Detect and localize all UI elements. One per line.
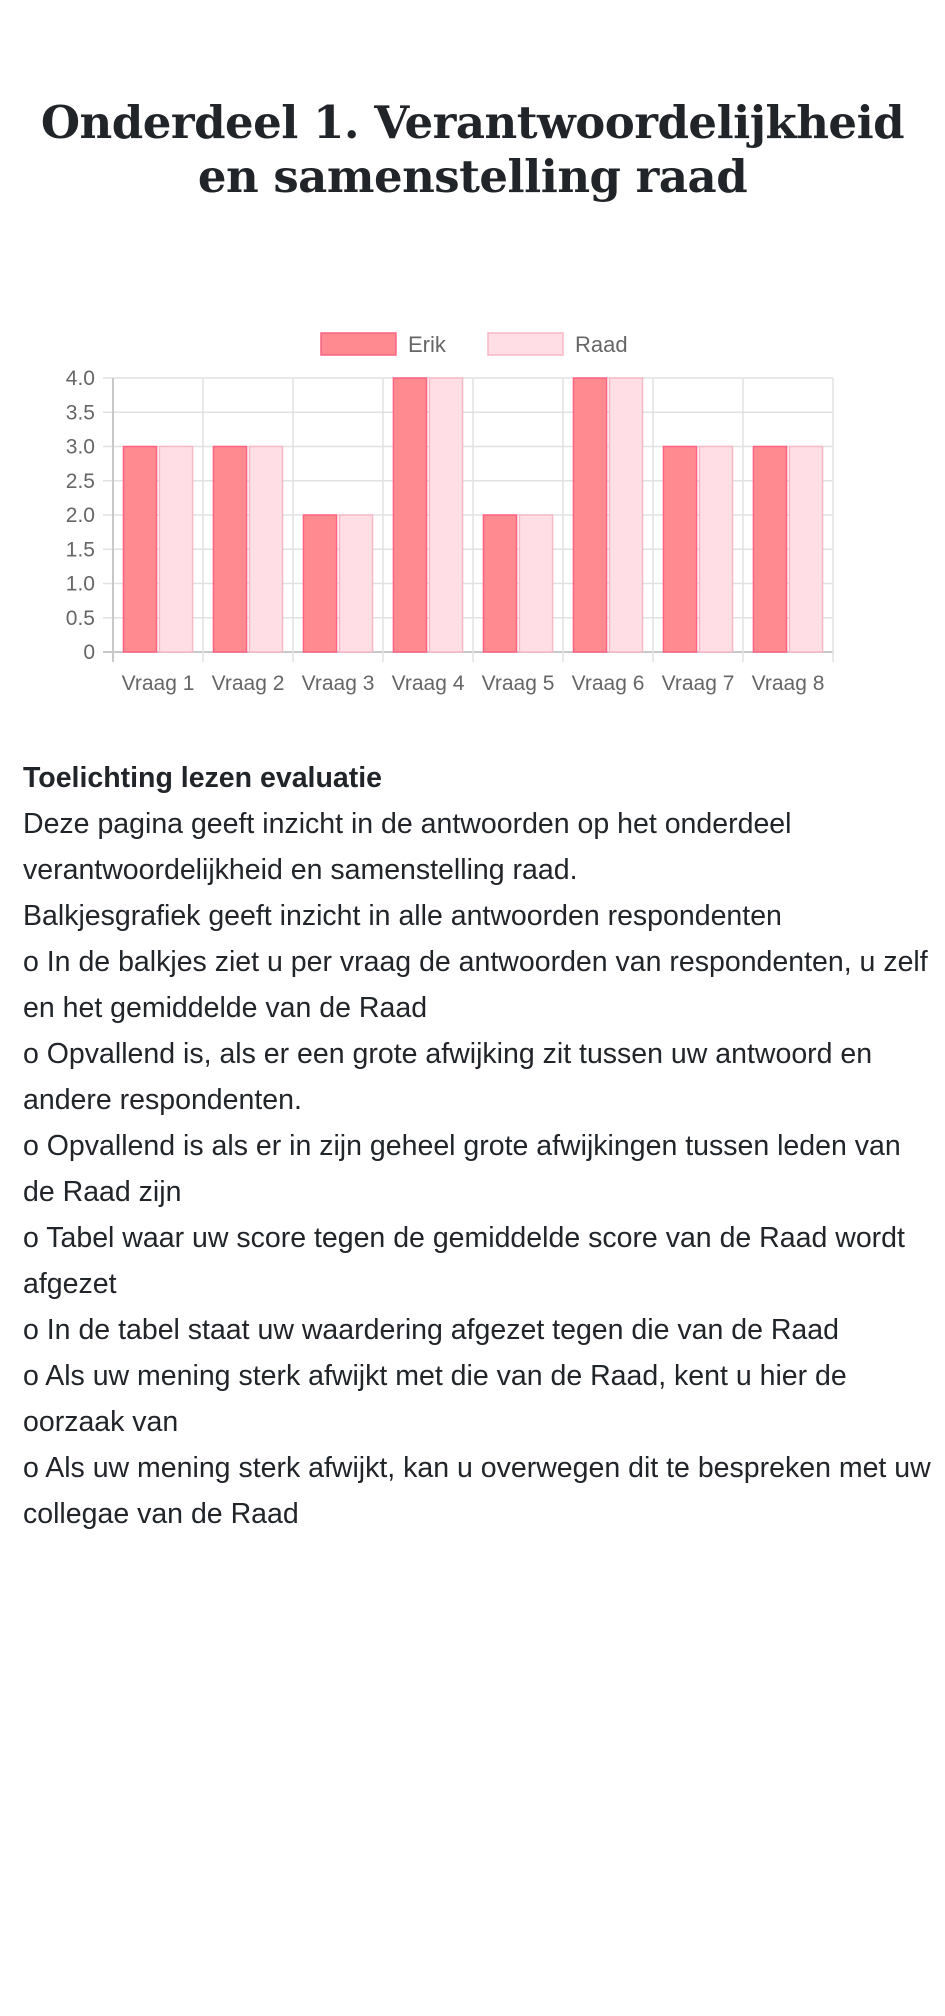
explanation-line: o Als uw mening sterk afwijkt met die van de Raad, kent u hier de oorzaak van (23, 1360, 847, 1438)
bar-raad (429, 378, 462, 652)
y-tick-label: 2.5 (65, 469, 95, 493)
bar-erik (393, 378, 426, 652)
y-tick-label: 0.5 (65, 606, 95, 630)
legend-label-raad: Raad (575, 332, 628, 357)
bar-raad (699, 447, 732, 653)
bar-erik (573, 378, 606, 652)
explanation-line: o In de balkjes ziet u per vraag de antwoorden van respondenten, u zelf en het gemiddelde van de Raad (23, 946, 928, 1024)
explanation-heading: Toelichting lezen evaluatie (23, 762, 382, 794)
explanation-line: Balkjesgrafiek geeft inzicht in alle antwoorden respondenten (23, 900, 782, 932)
bar-erik (483, 515, 516, 652)
bar-erik (303, 515, 336, 652)
page-title: Onderdeel 1. Verantwoordelijkheid en samenstelling raad (40, 96, 905, 203)
legend-label-erik: Erik (408, 332, 446, 357)
y-tick-label: 4.0 (65, 367, 95, 390)
bar-chart (40, 320, 860, 710)
bar-erik (213, 447, 246, 653)
explanation-line: o Tabel waar uw score tegen de gemiddelde score van de Raad wordt afgezet (23, 1222, 905, 1300)
explanation-line: o In de tabel staat uw waardering afgezet tegen die van de Raad (23, 1314, 839, 1346)
bar-erik (663, 447, 696, 653)
bar-chart-svg (40, 320, 860, 710)
bar-erik (123, 447, 156, 653)
bar-raad (159, 447, 192, 653)
x-tick-label: Vraag 5 (481, 672, 555, 695)
explanation-line: o Opvallend is als er in zijn geheel grote afwijkingen tussen leden van de Raad zijn (23, 1130, 901, 1208)
x-tick-label: Vraag 8 (751, 672, 825, 695)
y-tick-label: 1.0 (65, 572, 95, 596)
x-tick-label: Vraag 7 (661, 672, 735, 695)
bar-raad (339, 515, 372, 652)
x-tick-label: Vraag 4 (391, 672, 465, 695)
bar-raad (789, 447, 822, 653)
y-tick-label: 3.5 (65, 401, 95, 425)
bar-raad (519, 515, 552, 652)
explanation-line: Deze pagina geeft inzicht in de antwoorden op het onderdeel verantwoordelijkheid en samenstelling raad. (23, 808, 792, 886)
y-tick-label: 3.0 (65, 435, 95, 459)
legend-swatch-erik (321, 333, 396, 355)
explanation-line: o Opvallend is, als er een grote afwijking zit tussen uw antwoord en andere respondenten. (23, 1038, 873, 1116)
x-tick-label: Vraag 6 (571, 672, 645, 695)
x-tick-label: Vraag 2 (211, 672, 285, 695)
bar-raad (609, 378, 642, 652)
explanation-line: o Als uw mening sterk afwijkt, kan u overwegen dit te bespreken met uw collegae van de Raad (23, 1452, 931, 1530)
x-tick-label: Vraag 3 (301, 672, 375, 695)
bar-raad (249, 447, 282, 653)
explanation-section (23, 755, 933, 1537)
bar-erik (753, 447, 786, 653)
y-tick-label: 2.0 (65, 504, 95, 527)
y-tick-label: 1.5 (65, 538, 95, 562)
legend-swatch-raad (488, 333, 563, 355)
x-tick-label: Vraag 1 (121, 672, 195, 695)
y-tick-label: 0 (83, 641, 95, 664)
